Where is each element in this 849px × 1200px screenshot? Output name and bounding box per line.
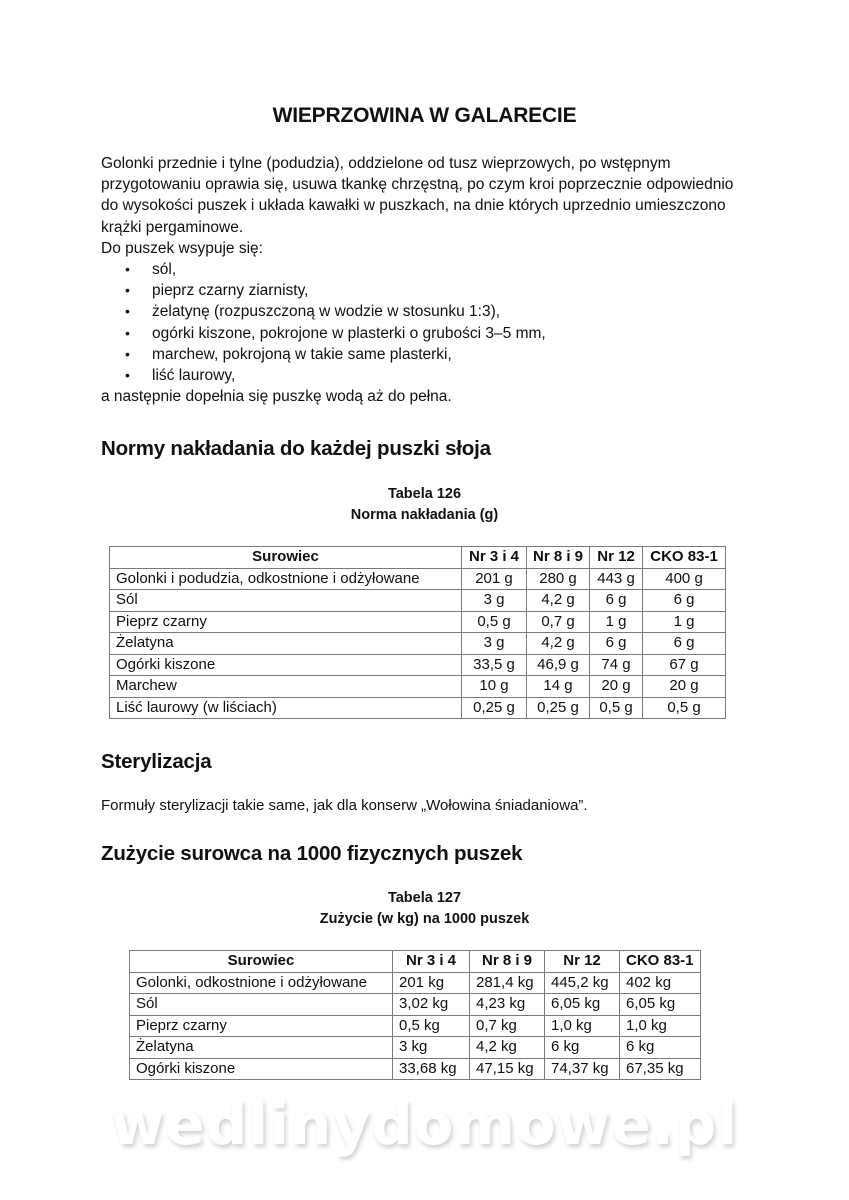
column-header: CKO 83-1	[643, 547, 726, 569]
table-row	[130, 1058, 701, 1080]
section-heading-sterilization: Sterylizacja	[101, 750, 212, 773]
intro-paragraph: Golonki przednie i tylne (podudzia), oddzielone od tusz wieprzowych, po wstępnym przygotowaniu oprawia się, usuwa tkankę chrzęstną, po czym kroi poprzecznie odpowiednio do wysokości puszek i układa kawałki w puszkach, na dnie których uprzednio umieszczono krążki pergaminowe.	[101, 155, 734, 236]
value-cell: 67 g	[643, 654, 726, 676]
table-row	[110, 633, 726, 655]
table-row	[130, 994, 701, 1016]
column-header: CKO 83-1	[620, 951, 701, 973]
ingredient-cell: Golonki i podudzia, odkostnione i odżyłowane	[110, 568, 462, 590]
value-cell: 6 kg	[620, 1037, 701, 1059]
document-title: WIEPRZOWINA W GALARECIE	[272, 104, 577, 127]
value-cell: 281,4 kg	[470, 972, 545, 994]
table-row	[130, 1015, 701, 1037]
table-row	[110, 676, 726, 698]
section-heading-consumption: Zużycie surowca na 1000 fizycznych puszek	[101, 842, 523, 865]
value-cell: 0,7 kg	[470, 1015, 545, 1037]
table-127-number: Tabela 127	[387, 890, 462, 906]
value-cell: 10 g	[462, 676, 527, 698]
intro-lead: Do puszek wsypuje się:	[101, 239, 263, 257]
column-header: Nr 12	[590, 547, 643, 569]
table-126-number: Tabela 126	[387, 486, 462, 502]
column-header: Nr 12	[545, 951, 620, 973]
table-header-row	[130, 951, 701, 973]
value-cell: 6 g	[643, 590, 726, 612]
value-cell: 67,35 kg	[620, 1058, 701, 1080]
watermark: wedlinydomowe.pl	[110, 1090, 739, 1158]
list-item: • sól,	[101, 259, 741, 280]
column-header: Surowiec	[110, 547, 462, 569]
value-cell: 4,2 g	[527, 633, 590, 655]
value-cell: 74,37 kg	[545, 1058, 620, 1080]
table-row	[110, 697, 726, 719]
table-row	[130, 972, 701, 994]
value-cell: 1 g	[590, 611, 643, 633]
value-cell: 33,5 g	[462, 654, 527, 676]
value-cell: 402 kg	[620, 972, 701, 994]
value-cell: 20 g	[590, 676, 643, 698]
list-item: • żelatynę (rozpuszczoną w wodzie w stosunku 1:3),	[101, 301, 741, 322]
list-item: • marchew, pokrojoną w takie same plasterki,	[101, 344, 741, 365]
value-cell: 6 g	[590, 590, 643, 612]
value-cell: 201 g	[462, 568, 527, 590]
value-cell: 0,25 g	[527, 697, 590, 719]
list-item: • pieprz czarny ziarnisty,	[101, 280, 741, 301]
value-cell: 280 g	[527, 568, 590, 590]
value-cell: 3 kg	[393, 1037, 470, 1059]
value-cell: 20 g	[643, 676, 726, 698]
table-126	[109, 546, 726, 719]
value-cell: 0,5 g	[590, 697, 643, 719]
intro-section	[101, 153, 741, 407]
ingredient-cell: Liść laurowy (w liściach)	[110, 697, 462, 719]
intro-closing: a następnie dopełnia się puszkę wodą aż do pełna.	[101, 388, 452, 406]
value-cell: 445,2 kg	[545, 972, 620, 994]
table-126-title: Norma nakładania (g)	[350, 507, 499, 523]
value-cell: 33,68 kg	[393, 1058, 470, 1080]
value-cell: 3 g	[462, 633, 527, 655]
table-row	[110, 590, 726, 612]
column-header: Nr 8 i 9	[527, 547, 590, 569]
value-cell: 47,15 kg	[470, 1058, 545, 1080]
value-cell: 0,5 kg	[393, 1015, 470, 1037]
value-cell: 1,0 kg	[545, 1015, 620, 1037]
value-cell: 400 g	[643, 568, 726, 590]
ingredient-cell: Ogórki kiszone	[130, 1058, 393, 1080]
value-cell: 6 g	[643, 633, 726, 655]
ingredient-cell: Golonki, odkostnione i odżyłowane	[130, 972, 393, 994]
ingredient-cell: Ogórki kiszone	[110, 654, 462, 676]
value-cell: 0,5 g	[462, 611, 527, 633]
value-cell: 46,9 g	[527, 654, 590, 676]
column-header: Nr 8 i 9	[470, 951, 545, 973]
value-cell: 6 g	[590, 633, 643, 655]
value-cell: 6,05 kg	[545, 994, 620, 1016]
column-header: Nr 3 i 4	[462, 547, 527, 569]
value-cell: 4,23 kg	[470, 994, 545, 1016]
column-header: Surowiec	[130, 951, 393, 973]
value-cell: 3 g	[462, 590, 527, 612]
value-cell: 6 kg	[545, 1037, 620, 1059]
value-cell: 0,25 g	[462, 697, 527, 719]
table-127-title: Zużycie (w kg) na 1000 puszek	[319, 911, 530, 927]
table-header-row	[110, 547, 726, 569]
value-cell: 74 g	[590, 654, 643, 676]
column-header: Nr 3 i 4	[393, 951, 470, 973]
ingredient-cell: Sól	[110, 590, 462, 612]
value-cell: 0,5 g	[643, 697, 726, 719]
ingredient-cell: Żelatyna	[110, 633, 462, 655]
value-cell: 4,2 g	[527, 590, 590, 612]
table-127	[129, 950, 701, 1080]
table-row	[130, 1037, 701, 1059]
ingredient-list	[101, 259, 741, 386]
ingredient-cell: Pieprz czarny	[110, 611, 462, 633]
value-cell: 201 kg	[393, 972, 470, 994]
ingredient-cell: Marchew	[110, 676, 462, 698]
value-cell: 6,05 kg	[620, 994, 701, 1016]
list-item: • ogórki kiszone, pokrojone w plasterki o grubości 3–5 mm,	[101, 323, 741, 344]
ingredient-cell: Pieprz czarny	[130, 1015, 393, 1037]
value-cell: 14 g	[527, 676, 590, 698]
section-heading-norms: Normy nakładania do każdej puszki słoja	[101, 437, 491, 460]
value-cell: 443 g	[590, 568, 643, 590]
table-row	[110, 654, 726, 676]
value-cell: 3,02 kg	[393, 994, 470, 1016]
value-cell: 0,7 g	[527, 611, 590, 633]
ingredient-cell: Żelatyna	[130, 1037, 393, 1059]
table-row	[110, 568, 726, 590]
list-item: • liść laurowy,	[101, 365, 741, 386]
value-cell: 4,2 kg	[470, 1037, 545, 1059]
table-row	[110, 611, 726, 633]
value-cell: 1,0 kg	[620, 1015, 701, 1037]
sterilization-text: Formuły sterylizacji takie same, jak dla konserw „Wołowina śniadaniowa”.	[101, 797, 588, 814]
value-cell: 1 g	[643, 611, 726, 633]
ingredient-cell: Sól	[130, 994, 393, 1016]
